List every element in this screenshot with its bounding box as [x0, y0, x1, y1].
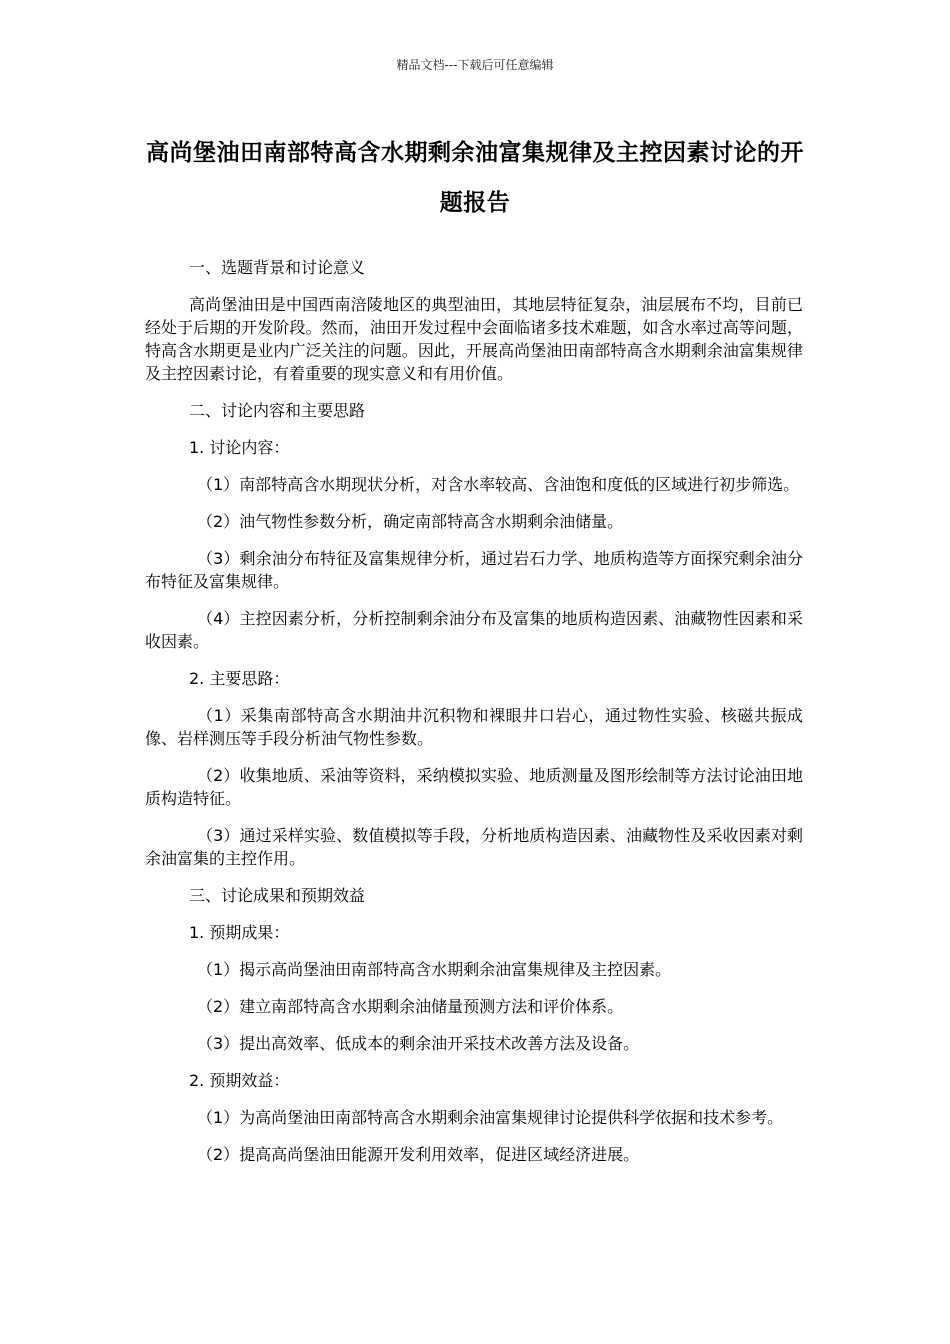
list-item: （4）主控因素分析，分析控制剩余油分布及富集的地质构造因素、油藏物性因素和采收因素。	[145, 609, 803, 651]
list-item: （2）建立南部特高含水期剩余油储量预测方法和评价体系。	[197, 997, 624, 1016]
list-item: （3）剩余油分布特征及富集规律分析，通过岩石力学、地质构造等方面探究剩余油分布特征及富集规律。	[145, 549, 803, 591]
section-heading-background: 一、选题背景和讨论意义	[189, 258, 366, 277]
subheading-main-approach: 2. 主要思路：	[189, 669, 290, 688]
list-item: （3）提出高效率、低成本的剩余油开采技术改善方法及设备。	[197, 1034, 640, 1053]
paragraph-background: 高尚堡油田是中国西南涪陵地区的典型油田，其地层特征复杂，油层展布不均，目前已经处于后期的开发阶段。然而，油田开发过程中会面临诸多技术难题，如含水率过高等问题，特高含水期更是业内广泛关注的问题。因此，开展高尚堡油田南部特高含水期剩余油富集规律及主控因素讨论，有着重要的现实意义和有用价值。	[145, 295, 803, 383]
list-item: （3）通过采样实验、数值模拟等手段，分析地质构造因素、油藏物性及采收因素对剩余油富集的主控作用。	[145, 826, 803, 868]
list-item: （1）揭示高尚堡油田南部特高含水期剩余油富集规律及主控因素。	[197, 960, 672, 979]
document-title: 高尚堡油田南部特高含水期剩余油富集规律及主控因素讨论的开题报告	[146, 140, 804, 216]
section-heading-content: 二、讨论内容和主要思路	[189, 401, 366, 420]
list-item: （2）油气物性参数分析，确定南部特高含水期剩余油储量。	[197, 512, 624, 531]
list-item: （1）为高尚堡油田南部特高含水期剩余油富集规律讨论提供科学依据和技术参考。	[197, 1108, 784, 1127]
list-item: （2）收集地质、采油等资料，采纳模拟实验、地质测量及图形绘制等方法讨论油田地质构造特征。	[145, 766, 803, 808]
list-item: （1）南部特高含水期现状分析，对含水率较高、含油饱和度低的区域进行初步筛选。	[197, 475, 800, 494]
section-heading-results: 三、讨论成果和预期效益	[189, 886, 366, 905]
header-note: 精品文档---下载后可任意编辑	[396, 58, 554, 72]
subheading-expected-results: 1. 预期成果：	[189, 923, 290, 942]
subheading-research-content: 1. 讨论内容：	[189, 438, 290, 457]
list-item: （1）采集南部特高含水期油井沉积物和裸眼井口岩心，通过物性实验、核磁共振成像、岩样测压等手段分析油气物性参数。	[145, 706, 803, 748]
document-body	[145, 256, 803, 1180]
list-item: （2）提高高尚堡油田能源开发利用效率，促进区域经济进展。	[197, 1145, 640, 1164]
subheading-expected-benefits: 2. 预期效益：	[189, 1071, 290, 1090]
